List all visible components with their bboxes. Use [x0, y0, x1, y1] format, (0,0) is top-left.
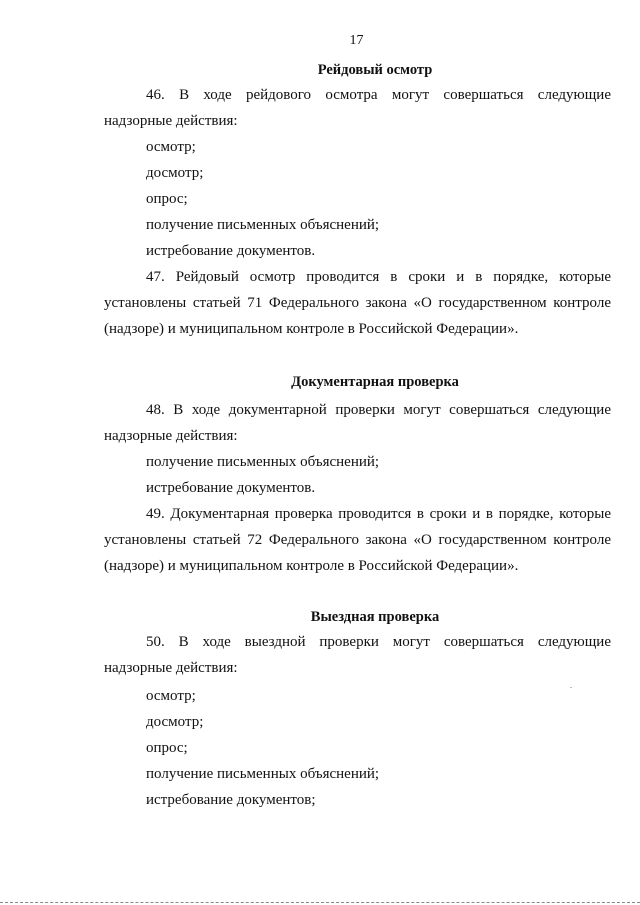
list-item: досмотр;: [146, 714, 204, 730]
paragraph-line: 47. Рейдовый осмотр проводится в сроки и в порядке, которые: [146, 269, 611, 285]
paragraph-line: надзорные действия:: [104, 428, 238, 444]
paragraph-47: [104, 264, 611, 342]
paragraph-48: [104, 397, 611, 449]
list-item: досмотр;: [146, 165, 204, 181]
paragraph-line: 50. В ходе выездной проверки могут совершаться следующие: [146, 634, 611, 650]
scan-speck: [570, 687, 572, 688]
list-item: получение письменных объяснений;: [146, 454, 380, 470]
list-item: осмотр;: [146, 139, 196, 155]
scan-bottom-edge: [0, 902, 640, 903]
list-item: получение письменных объяснений;: [146, 217, 380, 233]
paragraph-line: надзорные действия:: [104, 113, 238, 129]
list-item: опрос;: [146, 740, 188, 756]
paragraph-line: (надзоре) и муниципальном контроле в Российской Федерации».: [104, 558, 519, 574]
paragraph-line: 48. В ходе документарной проверки могут совершаться следующие: [146, 402, 611, 418]
paragraph-line: установлены статьей 71 Федерального закона «О государственном контроле: [104, 295, 611, 311]
section-heading-raid-inspection: Рейдовый осмотр: [317, 62, 433, 78]
section-heading-field-check: Выездная проверка: [310, 609, 440, 625]
paragraph-line: установлены статьей 72 Федерального закона «О государственном контроле: [104, 532, 611, 548]
list-item: осмотр;: [146, 688, 196, 704]
list-item: истребование документов.: [146, 243, 316, 259]
paragraph-46: [104, 82, 611, 134]
paragraph-line: надзорные действия:: [104, 660, 238, 676]
paragraph-line: 46. В ходе рейдового осмотра могут совершаться следующие: [146, 87, 611, 103]
section-heading-documentary-check: Документарная проверка: [291, 374, 459, 390]
list-item: истребование документов.: [146, 480, 316, 496]
list-item: истребование документов;: [146, 792, 316, 808]
paragraph-50: [104, 629, 611, 681]
list-item: получение письменных объяснений;: [146, 766, 380, 782]
paragraph-line: 49. Документарная проверка проводится в сроки и в порядке, которые: [146, 506, 611, 522]
paragraph-line: (надзоре) и муниципальном контроле в Российской Федерации».: [104, 321, 519, 337]
list-item: опрос;: [146, 191, 188, 207]
page-number: 17: [349, 33, 364, 48]
paragraph-49: [104, 501, 611, 579]
